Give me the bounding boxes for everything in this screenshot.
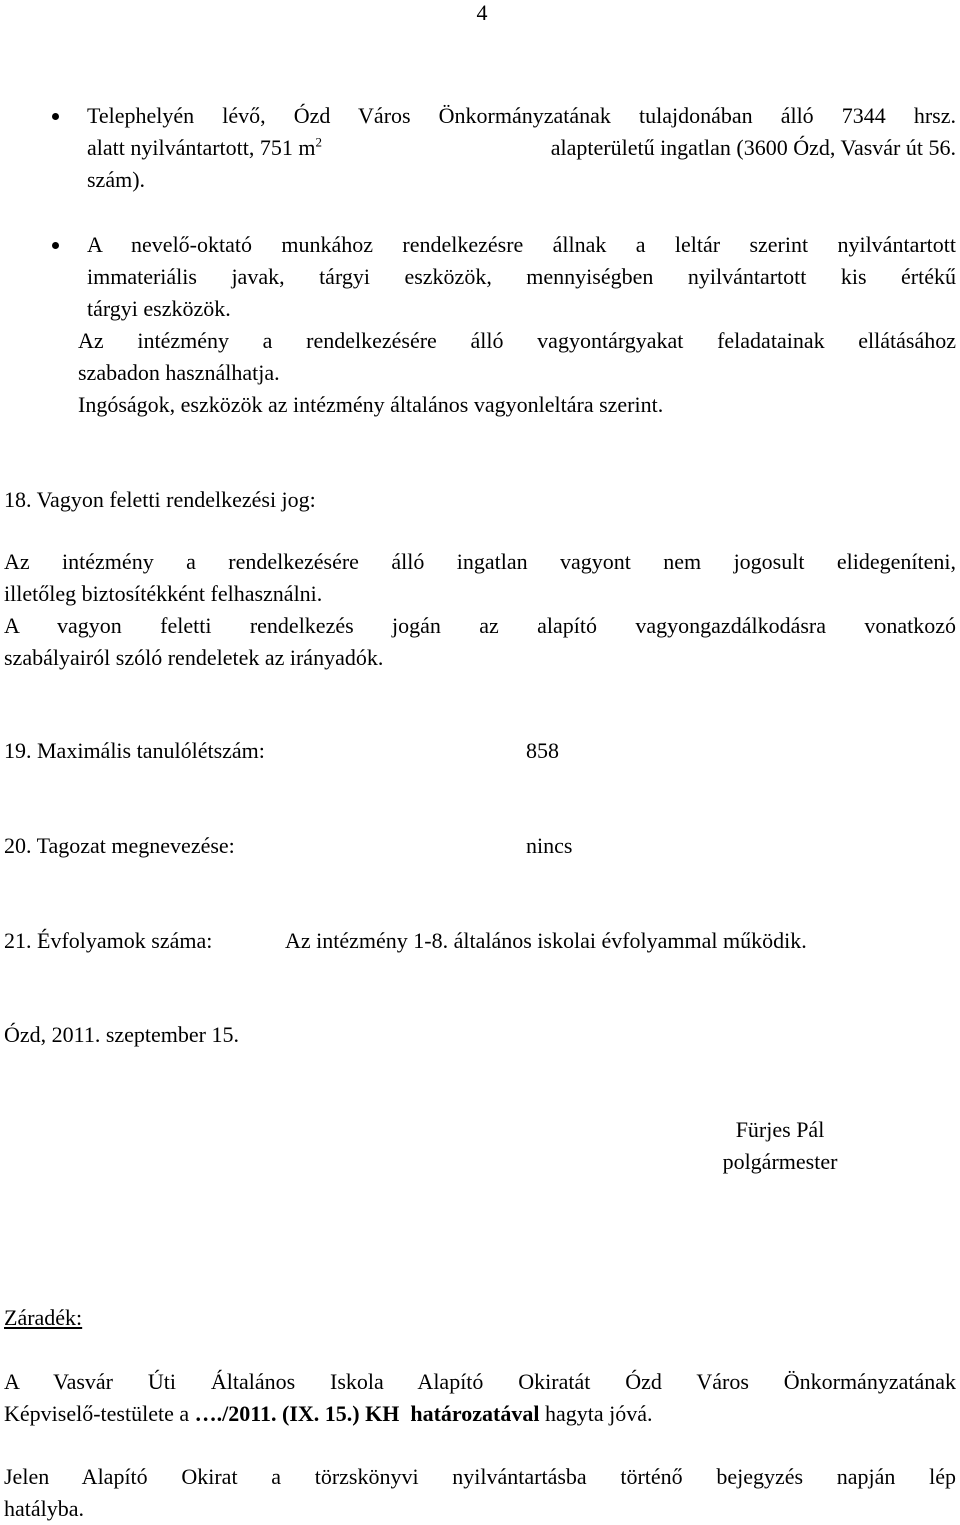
text-line: tárgyi eszközök. xyxy=(87,296,231,321)
text-line: szám). xyxy=(87,167,146,192)
text-line xyxy=(4,1398,956,1430)
section-19-value: 858 xyxy=(526,738,559,763)
section-21-value: Az intézmény 1-8. általános iskolai évfolyammal működik. xyxy=(285,928,807,953)
movables-paragraph: Ingóságok, eszközök az intézmény általános vagyonleltára szerint. xyxy=(78,392,664,417)
section-20-value: nincs xyxy=(526,833,573,858)
section-21-label: 21. Évfolyamok száma: xyxy=(4,928,213,953)
text-line: immateriális javak, tárgyi eszközök, mennyiségben nyilvántartott kis értékű xyxy=(87,264,956,289)
text-line: Jelen Alapító Okirat a törzskönyvi nyilvántartásba történő bejegyzés napján lép xyxy=(4,1464,956,1489)
text-line: illetőleg biztosítékként felhasználni. xyxy=(4,581,323,606)
bullet-text xyxy=(87,100,956,196)
superscript: 2 xyxy=(315,134,323,150)
text-line: Telephelyén lévő, Ózd Város Önkormányzatának tulajdonában álló 7344 hrsz. xyxy=(87,103,956,128)
resolution-number: …./2011. (IX. 15.) KH határozatával xyxy=(194,1401,540,1426)
text-line: Az intézmény a rendelkezésére álló ingatlan vagyont nem jogosult elidegeníteni, xyxy=(4,549,956,574)
text-span: Képviselő-testülete a xyxy=(4,1401,195,1426)
signature-block xyxy=(680,1114,880,1178)
text-line: A Vasvár Úti Általános Iskola Alapító Okiratát Ózd Város Önkormányzatának xyxy=(4,1369,956,1394)
clause-paragraph-2 xyxy=(4,1461,956,1525)
text-span: hagyta jóvá. xyxy=(539,1401,653,1426)
section-19-label: 19. Maximális tanulólétszám: xyxy=(4,738,265,763)
section-20-label: 20. Tagozat megnevezése: xyxy=(4,833,235,858)
section-18-paragraph-1 xyxy=(4,546,956,610)
text-line xyxy=(87,132,956,164)
text-line: szabályairól szóló rendeletek az irányadók. xyxy=(4,645,384,670)
section-18-paragraph-2 xyxy=(4,610,956,674)
bullet-dot-icon xyxy=(52,113,59,120)
text-line: A nevelő-oktató munkához rendelkezésre állnak a leltár szerint nyilvántartott xyxy=(87,232,956,257)
text-line: hatályba. xyxy=(4,1496,85,1521)
page-number: 4 xyxy=(476,0,488,25)
text-line: szabadon használhatja. xyxy=(78,360,280,385)
signatory-title: polgármester xyxy=(722,1149,838,1174)
clause-paragraph-1 xyxy=(4,1366,956,1430)
clause-heading: Záradék: xyxy=(4,1305,83,1330)
text-span: alapterületű ingatlan (3600 Ózd, Vasvár út 56. xyxy=(550,135,956,160)
text-span: alatt nyilvántartott, 751 m xyxy=(87,135,316,160)
bullet-dot-icon xyxy=(52,242,59,249)
signatory-name: Fürjes Pál xyxy=(735,1117,825,1142)
text-line: Az intézmény a rendelkezésére álló vagyontárgyakat feladatainak ellátásához xyxy=(78,328,956,353)
text-line: A vagyon feletti rendelkezés jogán az alapító vagyongazdálkodásra vonatkozó xyxy=(4,613,956,638)
assets-paragraph xyxy=(78,325,956,389)
section-18-heading: 18. Vagyon feletti rendelkezési jog: xyxy=(4,487,316,512)
bullet-text xyxy=(87,229,956,325)
place-date: Ózd, 2011. szeptember 15. xyxy=(4,1022,240,1047)
